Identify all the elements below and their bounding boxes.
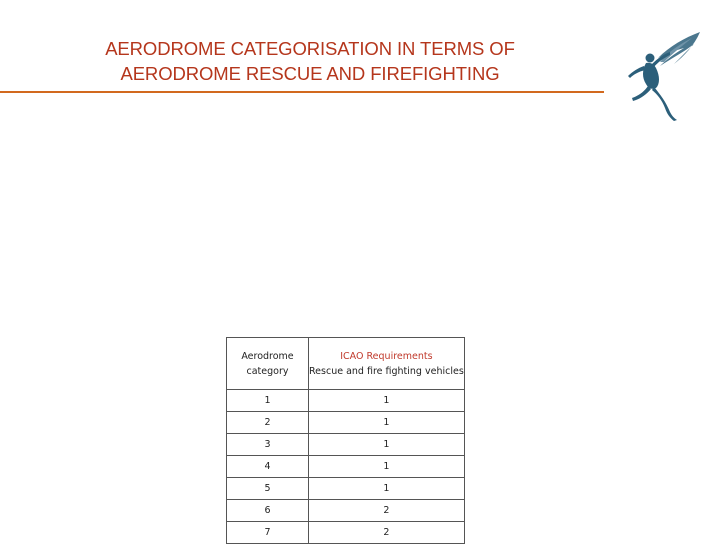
winged-figure-logo-icon <box>622 28 702 122</box>
vehicles-cell: 1 <box>309 412 465 434</box>
table-row <box>227 522 465 544</box>
table-row <box>227 434 465 456</box>
table-row <box>227 456 465 478</box>
category-cell: 1 <box>227 390 309 412</box>
table-row <box>227 478 465 500</box>
title-line-2: AERODROME RESCUE AND FIREFIGHTING <box>120 63 500 84</box>
table-row <box>227 412 465 434</box>
vehicles-cell: 1 <box>309 456 465 478</box>
category-cell: 7 <box>227 522 309 544</box>
category-cell: 4 <box>227 456 309 478</box>
category-cell: 5 <box>227 478 309 500</box>
header-aerodrome-category: Aerodrome category <box>227 338 309 390</box>
vehicles-cell: 2 <box>309 500 465 522</box>
vehicles-cell: 1 <box>309 390 465 412</box>
vehicles-cell: 1 <box>309 478 465 500</box>
category-cell: 3 <box>227 434 309 456</box>
category-cell: 6 <box>227 500 309 522</box>
table-row <box>227 500 465 522</box>
vehicles-cell: 1 <box>309 434 465 456</box>
slide-title <box>40 36 580 86</box>
vehicles-cell: 2 <box>309 522 465 544</box>
table-header-row <box>227 338 465 390</box>
category-cell: 2 <box>227 412 309 434</box>
table-row <box>227 390 465 412</box>
title-line-1: AERODROME CATEGORISATION IN TERMS OF <box>105 38 515 59</box>
title-divider <box>0 91 604 93</box>
aerodrome-category-table <box>226 337 465 544</box>
header-icao-requirements: ICAO Requirements Rescue and fire fighting vehicles <box>309 338 465 390</box>
